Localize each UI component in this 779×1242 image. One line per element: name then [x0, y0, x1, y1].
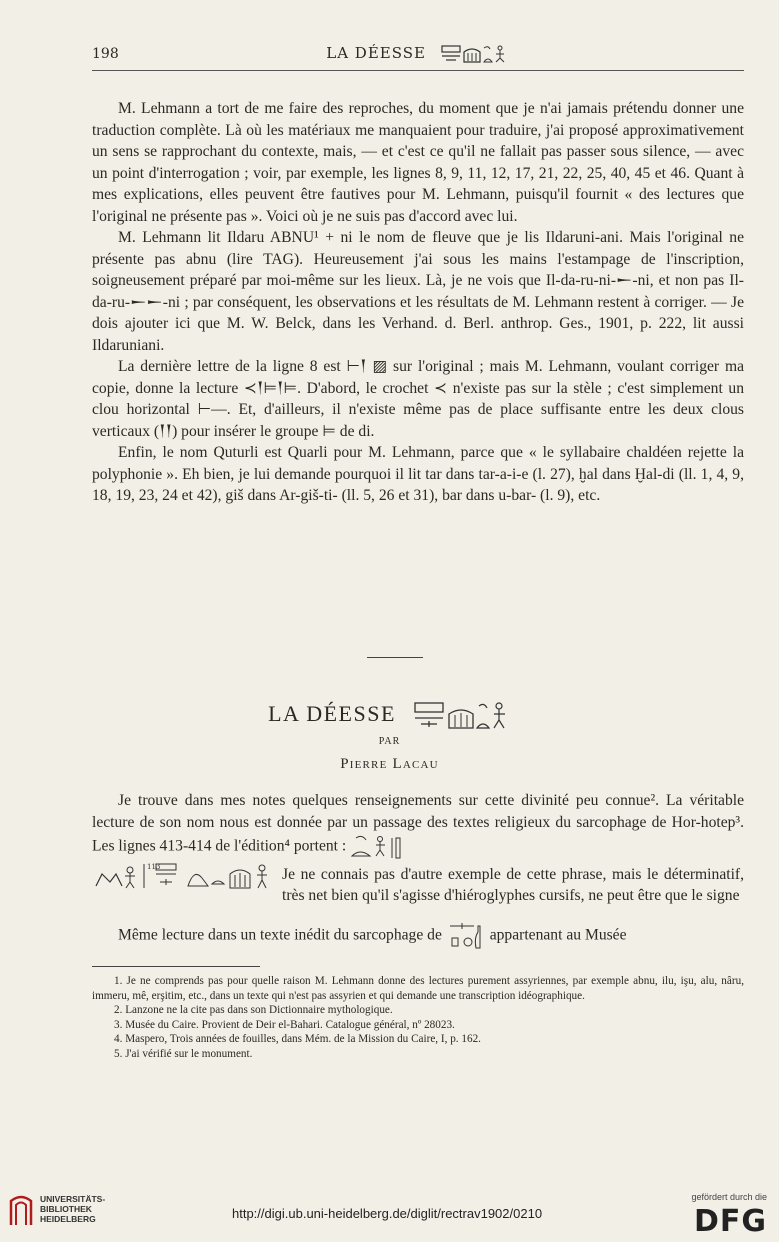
- paragraph-text: Je ne connais pas d'autre exemple de cette phrase, mais le déterminatif, très net bien qu'il s'agisse d'hiéroglyphes cursifs, ne peut être que le signe: [282, 865, 744, 905]
- article-body: [92, 790, 744, 950]
- running-title: [92, 44, 744, 64]
- header-rule: [92, 70, 744, 71]
- paragraph: [92, 922, 744, 950]
- funded-by-label: gefördert durch die: [691, 1192, 767, 1202]
- running-title-text: LA DÉESSE: [326, 44, 426, 62]
- paragraph: La dernière lettre de la ligne 8 est ⊢𒁹 ▨ sur l'original ; mais M. Lehmann, voulant corriger ma copie, donne la lecture ≺𒁹⊨𒁹⊨. D'abord, le crochet ≺ n'existe pas sur la stèle ; c'est simplement un clou horizontal ⊢—. Et, d'ailleurs, il n'existe même pas de place suffisante entre les deux clous verticaux (𒁹𒁹) pour insérer le groupe ⊨ de di.: [92, 358, 744, 440]
- hieroglyph-sentence-icon: [92, 860, 302, 890]
- footnote: 3. Musée du Caire. Provient de Deir el-Bahari. Catalogue général, nº 28023.: [114, 1018, 455, 1031]
- footnote: 2. Lanzone ne la cite pas dans son Dictionnaire mythologique.: [114, 1004, 393, 1016]
- library-name-line: HEIDELBERG: [40, 1214, 96, 1224]
- hieroglyph-line: [92, 860, 744, 905]
- paragraph: Enfin, le nom Quturli est Quarli pour M. Lehmann, parce que « le syllabaire chaldéen rejette la polyphonie ». Eh bien, je lui demande pourquoi il lit tar dans tar-a-i-e (l. 27), ḫal dans Ḫal-di (ll. 1, 4, 9, 18, 19, 23, 24 et 42), giš dans Ar-giš-ti- (ll. 5, 26 et 31), bar dans u-bar- (l. 9), etc.: [92, 444, 744, 504]
- paragraph: M. Lehmann a tort de me faire des reproches, du moment que je n'ai jamais prétendu donner une traduction complète. Là où les matériaux me manquaient pour traduire, j'ai proposé approximativement un sens se rapprochant du contexte, mais, — et c'est ce qu'il ne fallait pas passer sous silence, — avec un point d'interrogation ; voir, par exemple, les lignes 8, 9, 11, 12, 17, 21, 22, 25, 40, 45 et 46. Quant à mes explications, elles peuvent être fautives pour M. Lehmann, puisqu'il fournit « des lectures que l'original ne présente pas ». Voici où je ne suis pas d'accord avec lui.: [92, 100, 744, 225]
- hieroglyph-passage-icon: [350, 834, 404, 860]
- previous-article-body: [92, 98, 744, 507]
- hieroglyph-sarcophagus-owner-icon: [446, 922, 486, 950]
- article-byline-par: PAR: [378, 736, 401, 747]
- dfg-logo: DFG: [693, 1204, 767, 1239]
- library-logo-icon: [8, 1192, 34, 1228]
- digitization-footer: [0, 1180, 779, 1242]
- article-author: Pierre Lacau: [340, 756, 439, 772]
- paragraph-text: Même lecture dans un texte inédit du sarcophage de: [118, 926, 442, 944]
- digitization-url[interactable]: http://digi.ub.uni-heidelberg.de/diglit/rectrav1902/0210: [232, 1206, 543, 1221]
- footnote: 4. Maspero, Trois années de fouilles, dans Mém. de la Mission du Caire, I, p. 162.: [114, 1033, 481, 1045]
- article-title: [0, 700, 779, 732]
- library-name-line: UNIVERSITÄTS-: [40, 1194, 106, 1204]
- paragraph: [92, 790, 744, 860]
- svg-text:113: 113: [147, 862, 161, 871]
- hieroglyph-name-icon: [440, 44, 510, 64]
- paragraph-text: appartenant au Musée: [489, 926, 627, 944]
- footnotes: [92, 974, 744, 1061]
- section-separator: [367, 657, 423, 658]
- article-title-text: LA DÉESSE: [268, 701, 396, 727]
- footnote: 5. J'ai vérifié sur le monument.: [114, 1047, 253, 1060]
- footnote-rule: [92, 966, 260, 967]
- hieroglyph-goddess-name-icon: [411, 700, 511, 732]
- running-header: [92, 40, 744, 70]
- library-name-line: BIBLIOTHEK: [40, 1204, 92, 1214]
- paragraph: M. Lehmann lit Ildaru ABNU¹ + ni le nom de fleuve que je lis Ildaruni-ani. Mais l'original ne présente pas abnu (lire TAG). Heureusement j'ai sous les mains l'estampage de l'inscription, soigneusement préparé par moi-même sur les lieux. Là, je ne vois que Il-da-ru-ni-𒀸-ni, et non pas Il-da-ru-𒀸𒀸-ni ; par conséquent, les observations et les résultats de M. Lehmann restent à corriger. — Je dois ajouter ici que M. W. Belck, dans les Verhand. d. Berl. anthrop. Ges., 1901, p. 222, lit aussi Ildaruniani.: [92, 229, 744, 354]
- footnote: 1. Je ne comprends pas pour quelle raison M. Lehmann donne des lectures purement assyriennes, par exemple abnu, ilu, işu, alu, nâru, immeru, mê, erşitim, etc., dans un texte qui n'est pas assyrien et qui demande une transcription idéographique.: [92, 975, 744, 1002]
- page-number: 198: [92, 46, 119, 62]
- paragraph-text: Je trouve dans mes notes quelques renseignements sur cette divinité peu connue². La véritable lecture de son nom nous est donnée par un passage des textes religieux du sarcophage de Hor-hotep³. Les lignes 413-414 de l'édition⁴ portent :: [92, 792, 744, 855]
- library-name: [40, 1194, 105, 1224]
